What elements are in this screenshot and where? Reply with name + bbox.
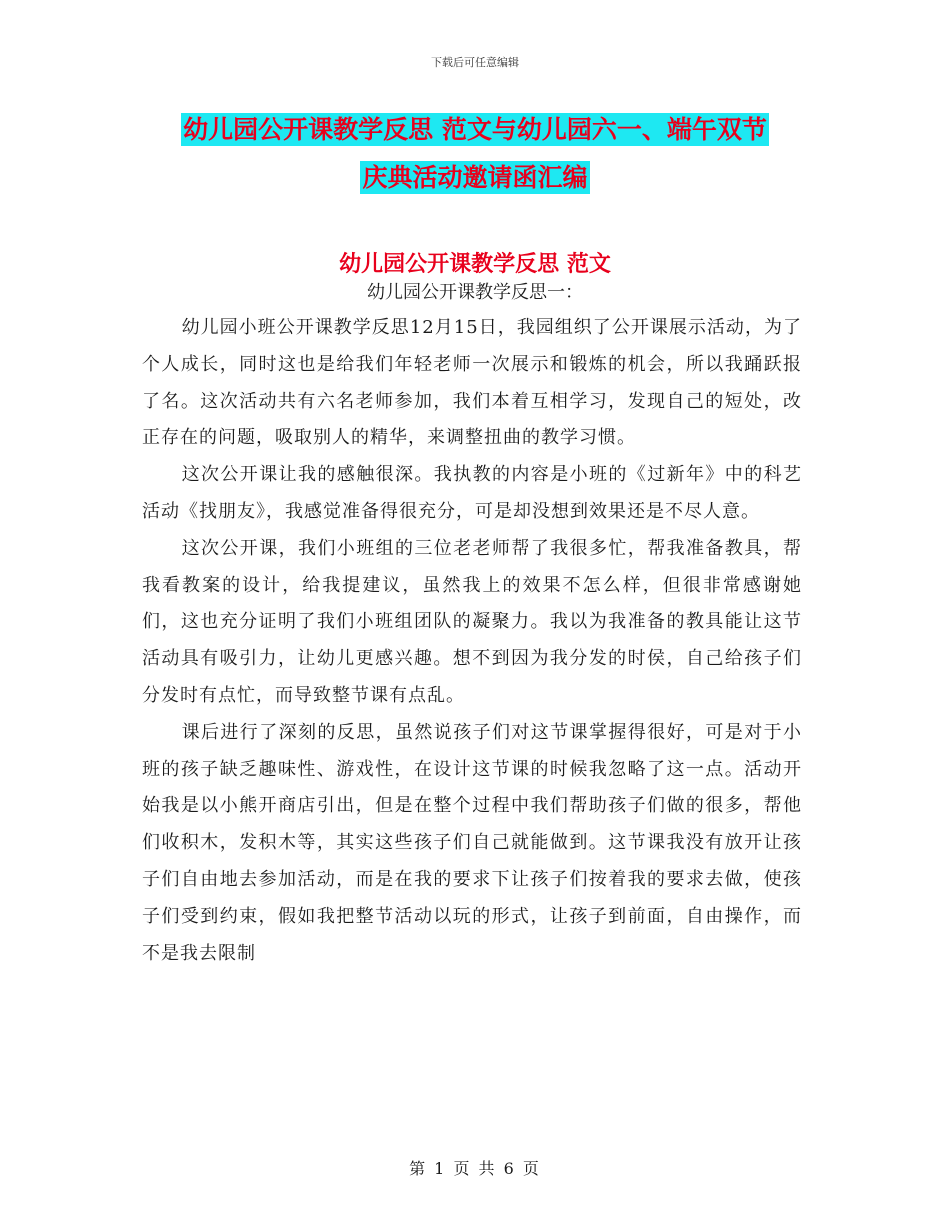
- section-title: 幼儿园公开课教学反思 范文: [339, 251, 611, 277]
- paragraph: 课后进行了深刻的反思，虽然说孩子们对这节课掌握得很好，可是对于小班的孩子缺乏趣味性、游戏性，在设计这节课的时候我忽略了这一点。活动开始我是以小熊开商店引出，但是在整个过程中我们帮助孩子们做的很多，帮他们收积木，发积木等，其实这些孩子们自己就能做到。这节课我没有放开让孩子们自由地去参加活动，而是在我的要求下让孩子们按着我的要求去做，使孩子们受到约束，假如我把整节活动以玩的形式，让孩子到前面，自由操作，而不是我去限制: [142, 721, 802, 964]
- page-footer: 第 1 页 共 6 页: [409, 1159, 541, 1178]
- document-title: [0, 110, 950, 198]
- paragraph: 这次公开课让我的感触很深。我执教的内容是小班的《过新年》中的科艺活动《找朋友》，我感觉准备得很充分，可是却没想到效果还是不尽人意。: [142, 464, 802, 522]
- document-title-line2: 庆典活动邀请函汇编: [362, 163, 588, 192]
- sub-title: 幼儿园公开课教学反思一：: [367, 282, 583, 303]
- document-title-line1: 幼儿园公开课教学反思 范文与幼儿园六一、端午双节: [183, 115, 767, 144]
- paragraph: 幼儿园小班公开课教学反思12月15日，我园组织了公开课展示活动，为了个人成长，同时这也是给我们年轻老师一次展示和锻炼的机会，所以我踊跃报了名。这次活动共有六名老师参加，我们本着互相学习，发现自己的短处，改正存在的问题，吸取别人的精华，来调整扭曲的教学习惯。: [142, 317, 802, 449]
- body-text: [142, 310, 802, 972]
- paragraph: 这次公开课，我们小班组的三位老老师帮了我很多忙，帮我准备教具，帮我看教案的设计，给我提建议，虽然我上的效果不怎么样，但很非常感谢她们，这也充分证明了我们小班组团队的凝聚力。我以为我准备的教具能让这节活动具有吸引力，让幼儿更感兴趣。想不到因为我分发的时侯，自己给孩子们分发时有点忙，而导致整节课有点乱。: [142, 537, 802, 706]
- header-note: 下载后可任意编辑: [431, 56, 519, 69]
